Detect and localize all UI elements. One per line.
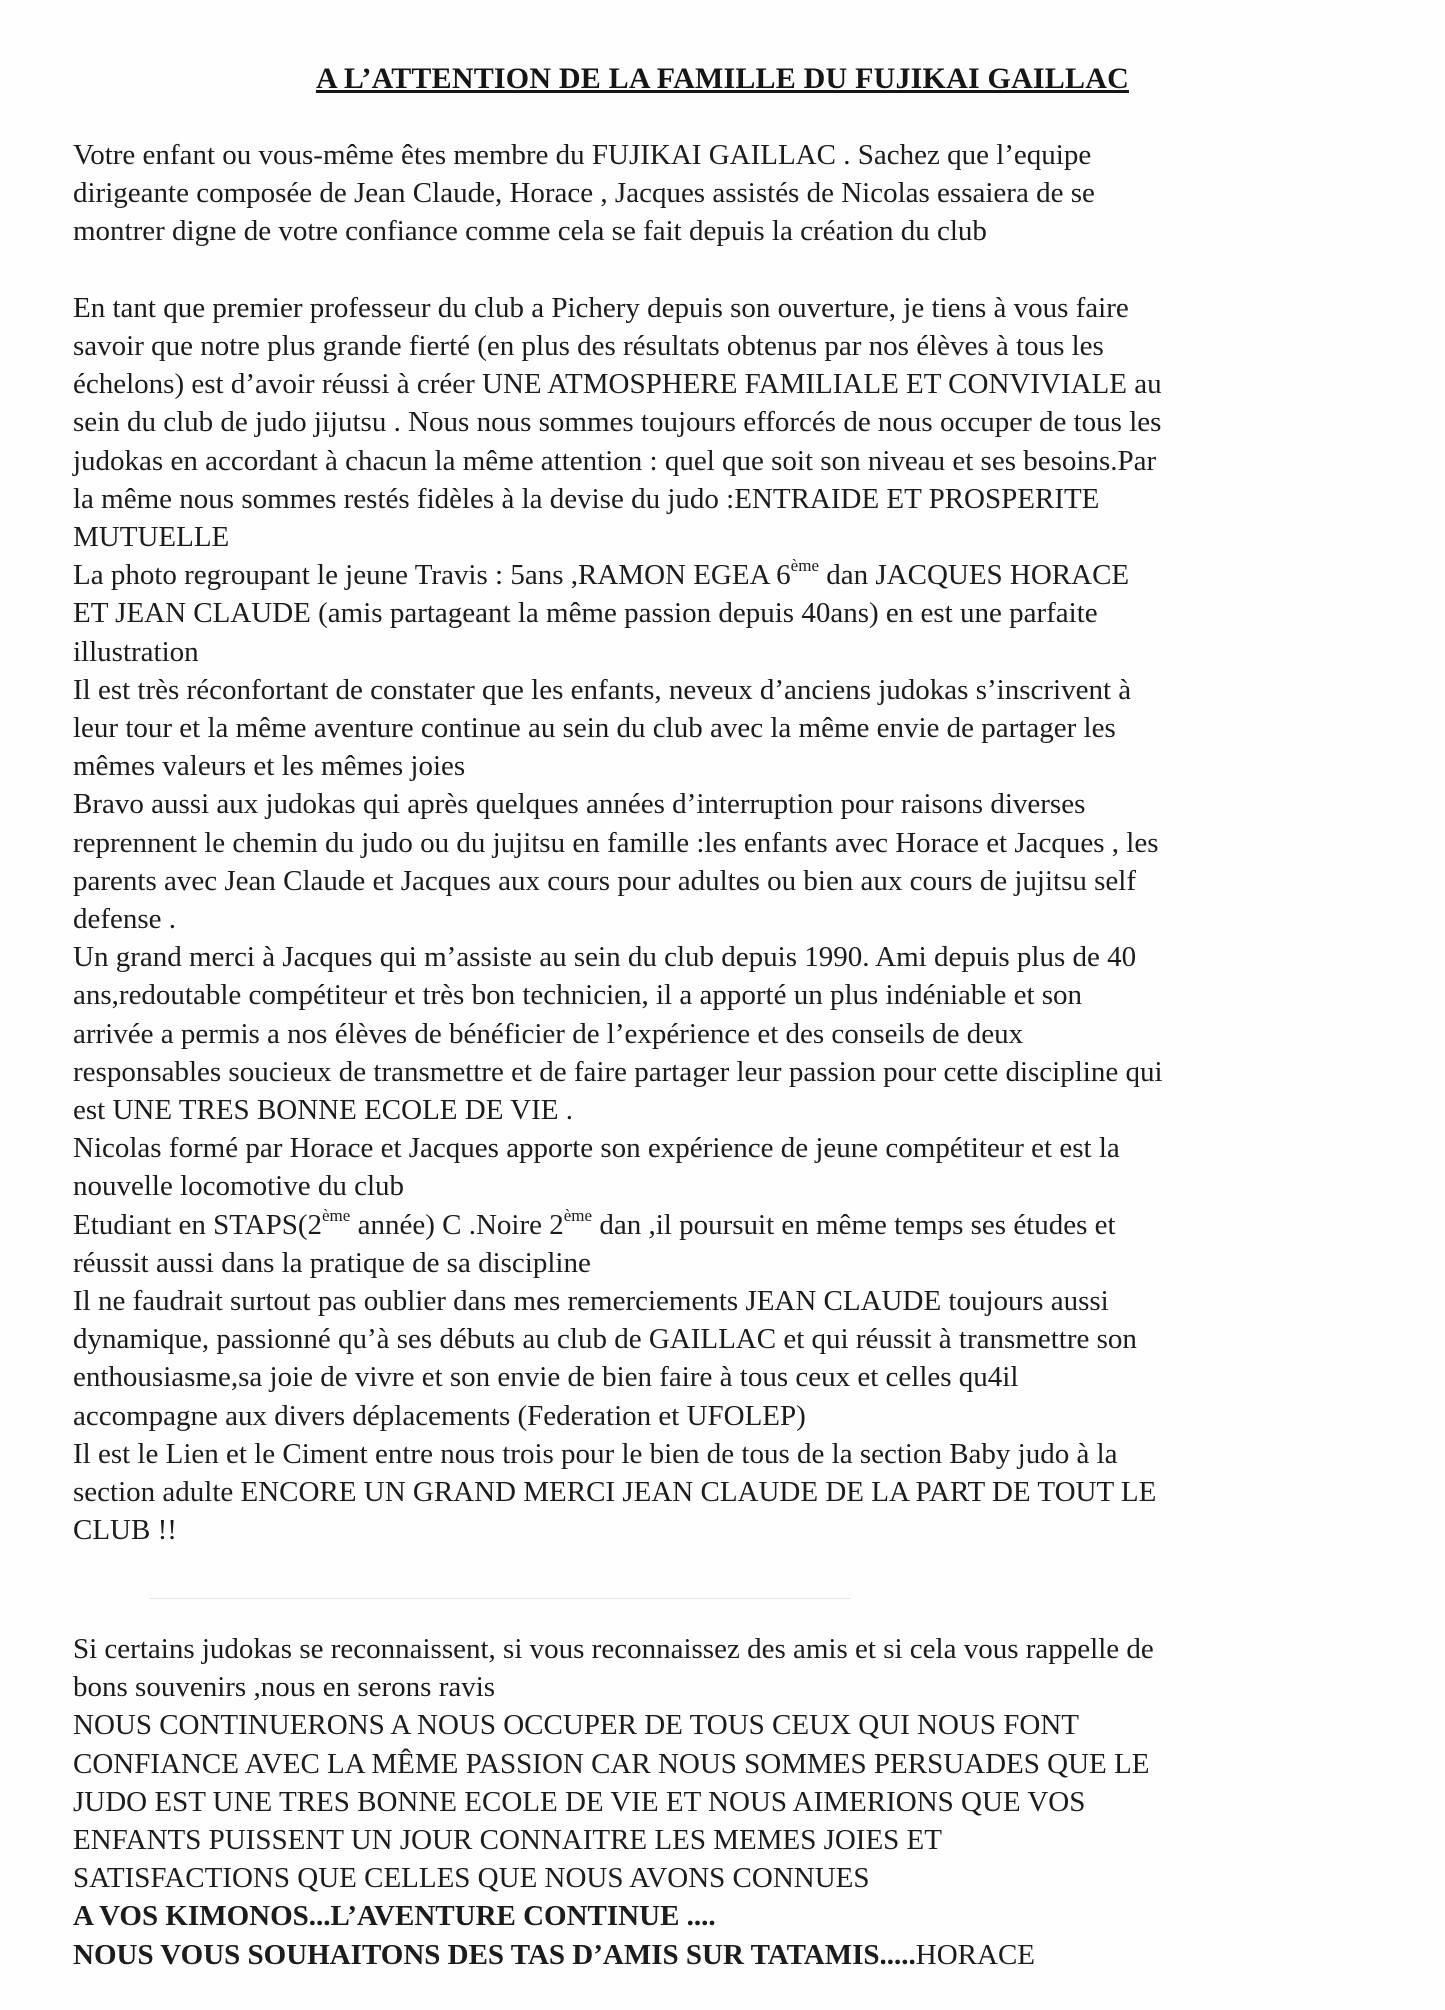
text-line: dirigeante composée de Jean Claude, Horace , Jacques assistés de Nicolas essaiera de se — [73, 177, 1095, 210]
superscript: ème — [563, 1205, 593, 1225]
text-line: illustration — [73, 635, 199, 668]
text-line: réussit aussi dans la pratique de sa discipline — [73, 1246, 591, 1279]
text-line: sein du club de judo jijutsu . Nous nous sommes toujours efforcés de nous occuper de tous les — [73, 406, 1162, 439]
text-line: MUTUELLE — [73, 521, 230, 554]
text-line: bons souvenirs ,nous en serons ravis — [73, 1671, 496, 1704]
text-line: ENFANTS PUISSENT UN JOUR CONNAITRE LES MEMES JOIES ET — [73, 1824, 942, 1857]
text-line: NOUS CONTINUERONS A NOUS OCCUPER DE TOUS CEUX QUI NOUS FONT — [73, 1709, 1079, 1742]
text-line: parents avec Jean Claude et Jacques aux cours pour adultes ou bien aux cours de jujitsu self — [73, 864, 1137, 897]
text-line: savoir que notre plus grande fierté (en plus des résultats obtenus par nos élèves à tous les — [73, 330, 1104, 362]
text-line: accompagne aux divers déplacements (Federation et UFOLEP) — [73, 1399, 806, 1432]
letter-body-top — [73, 136, 1408, 1550]
text-line: arrivée a permis a nos élèves de bénéficier de l’expérience et des conseils de deux — [73, 1017, 1024, 1050]
text-line: SATISFACTIONS QUE CELLES QUE NOUS AVONS CONNUES — [73, 1862, 870, 1895]
text-line: En tant que premier professeur du club a Pichery depuis son ouverture, je tiens à vous faire — [73, 291, 1129, 324]
text-line: section adulte ENCORE UN GRAND MERCI JEAN CLAUDE DE LA PART DE TOUT LE — [73, 1476, 1157, 1509]
text-line: reprennent le chemin du judo ou du jujitsu en famille :les enfants avec Horace et Jacques , les — [73, 826, 1159, 859]
text-line: mêmes valeurs et les mêmes joies — [73, 750, 466, 783]
closing-line: A VOS KIMONOS...L’AVENTURE CONTINUE .... — [73, 1900, 716, 1933]
text-fragment: La photo regroupant le jeune Travis : 5ans ,RAMON EGEA 6 — [73, 559, 791, 592]
text-line: montrer digne de votre confiance comme cela se fait depuis la création du club — [73, 215, 987, 248]
text-line: Un grand merci à Jacques qui m’assiste au sein du club depuis 1990. Ami depuis plus de 40 — [73, 941, 1137, 974]
text-line: defense . — [73, 903, 177, 936]
text-line: est UNE TRES BONNE ECOLE DE VIE . — [73, 1094, 573, 1127]
letter-body-bottom — [73, 1630, 1408, 1974]
text-line: ans,redoutable compétiteur et très bon technicien, il a apporté un plus indéniable et son — [73, 979, 1083, 1012]
text-line: Il ne faudrait surtout pas oublier dans mes remerciements JEAN CLAUDE toujours aussi — [73, 1285, 1109, 1318]
text-line: échelons) est d’avoir réussi à créer UNE ATMOSPHERE FAMILIALE ET CONVIVIALE au — [73, 368, 1162, 401]
closing-line: NOUS VOUS SOUHAITONS DES TAS D’AMIS SUR TATAMIS..... — [73, 1938, 916, 1971]
text-line-staps — [73, 1206, 1408, 1244]
text-fragment: Etudiant en STAPS(2 — [73, 1208, 323, 1241]
superscript: ème — [790, 556, 819, 576]
letter-title: A L’ATTENTION DE LA FAMILLE DU FUJIKAI GAILLAC — [316, 62, 1129, 95]
text-line: judokas en accordant à chacun la même attention : quel que soit son niveau et ses besoins.Par — [73, 444, 1157, 477]
paragraph-gap — [73, 251, 1408, 289]
text-line-photo — [73, 556, 1408, 594]
signature: HORACE — [915, 1938, 1036, 1971]
closing-signature-line — [73, 1936, 1408, 1974]
text-fragment: dan ,il poursuit en même temps ses études et — [592, 1208, 1116, 1241]
text-line: Il est le Lien et le Ciment entre nous trois pour le bien de tous de la section Baby judo à la — [73, 1437, 1118, 1470]
text-line: Votre enfant ou vous-même êtes membre du FUJIKAI GAILLAC . Sachez que l’equipe — [73, 139, 1092, 171]
text-fragment: dan JACQUES HORACE — [819, 559, 1130, 592]
text-line: Nicolas formé par Horace et Jacques apporte son expérience de jeune compétiteur et est la — [73, 1132, 1120, 1165]
text-line: CLUB !! — [73, 1514, 177, 1547]
scan-artifact-line — [150, 1598, 850, 1599]
text-line: enthousiasme,sa joie de vivre et son envie de bien faire à tous ceux et celles qu4il — [73, 1361, 1019, 1394]
text-line: la même nous sommes restés fidèles à la devise du judo :ENTRAIDE ET PROSPERITE — [73, 482, 1100, 515]
superscript: ème — [322, 1205, 351, 1225]
text-line: responsables soucieux de transmettre et de faire partager leur passion pour cette discipline qui — [73, 1055, 1163, 1088]
text-line: nouvelle locomotive du club — [73, 1170, 405, 1203]
text-line: ET JEAN CLAUDE (amis partageant la même passion depuis 40ans) en est une parfaite — [73, 597, 1098, 630]
text-line: Si certains judokas se reconnaissent, si vous reconnaissez des amis et si cela vous rappelle de — [73, 1633, 1154, 1665]
text-fragment: année) C .Noire 2 — [350, 1208, 564, 1241]
text-line: Il est très réconfortant de constater que les enfants, neveux d’anciens judokas s’inscrivent à — [73, 673, 1132, 706]
text-line: CONFIANCE AVEC LA MÊME PASSION CAR NOUS SOMMES PERSUADES QUE LE — [73, 1747, 1150, 1780]
text-line: Bravo aussi aux judokas qui après quelques années d’interruption pour raisons diverses — [73, 788, 1086, 821]
text-line: JUDO EST UNE TRES BONNE ECOLE DE VIE ET NOUS AIMERIONS QUE VOS — [73, 1785, 1086, 1818]
text-line: dynamique, passionné qu’à ses débuts au club de GAILLAC et qui réussit à transmettre son — [73, 1323, 1137, 1356]
text-line: leur tour et la même aventure continue au sein du club avec la même envie de partager les — [73, 712, 1116, 745]
